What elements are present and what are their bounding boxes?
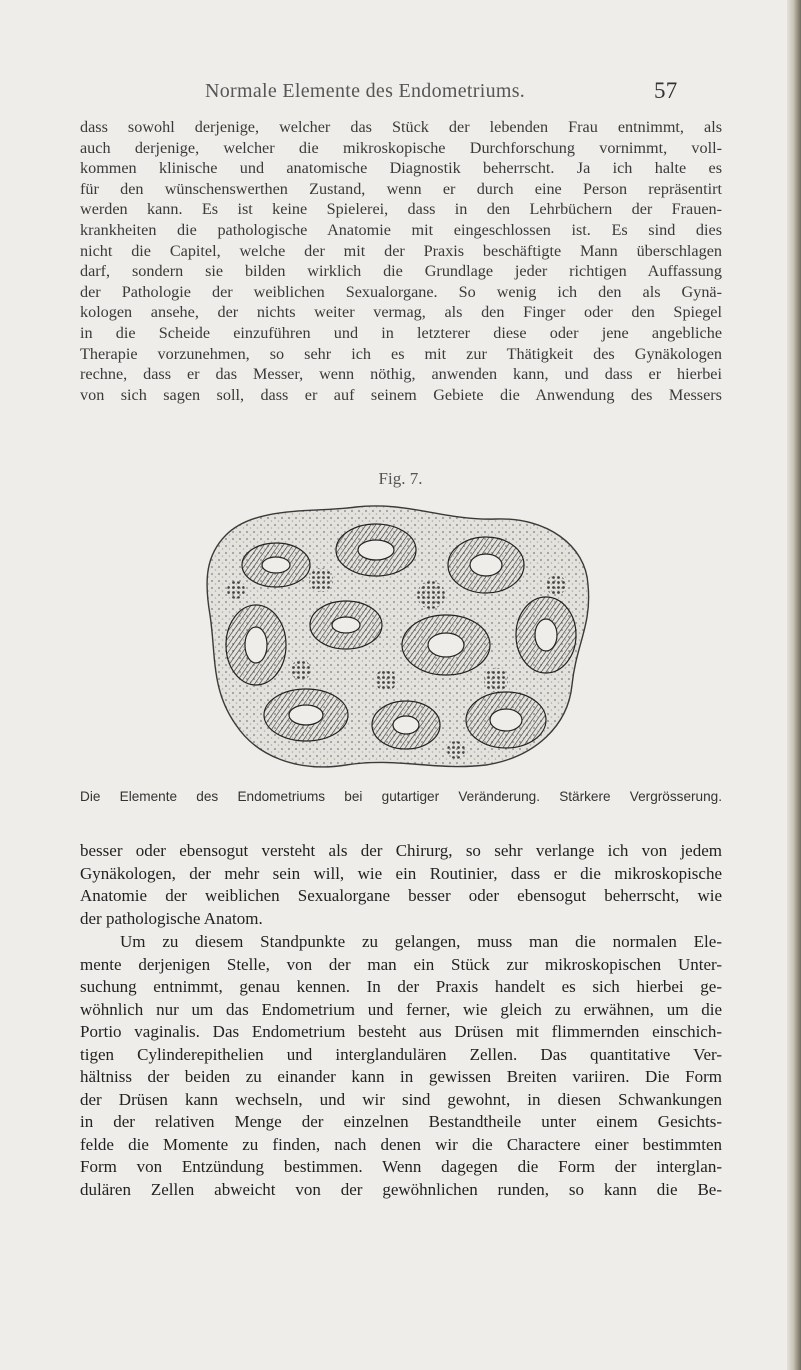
figure-label: Fig. 7. (378, 469, 423, 488)
text-line: Anatomie der weiblichen Sexualorgane besser oder ebensogut beherrscht, wie (80, 886, 722, 905)
text-line: Gynäkologen, der mehr sein will, wie ein Routinier, dass er die mikroskopische (80, 863, 722, 883)
paragraph-1 (80, 117, 722, 405)
text-line: krankheiten die pathologische Anatomie mit eingeschlossen ist. Es sind dies (80, 220, 722, 239)
text-line: wöhnlich nur um das Endometrium und ferner, wie gleich zu erwähnen, um die (80, 999, 722, 1019)
text-line: Um zu diesem Standpunkte zu gelangen, muss man die normalen Ele- (120, 932, 722, 951)
text-line: darf, sondern sie bilden wirklich die Grundlage jeder richtigen Auffassung (80, 262, 722, 281)
running-title: Normale Elemente des Endometriums. (205, 80, 526, 102)
page-edge (787, 0, 801, 1370)
text-line: dulären Zellen abweicht von der gewöhnlichen runden, so kann die Be- (80, 1179, 722, 1199)
text-line: dass sowohl derjenige, welcher das Stück der lebenden Frau entnimmt, als (80, 118, 722, 136)
text-line: in der relativen Menge der einzelnen Bestandtheile unter einem Gesichts- (80, 1112, 722, 1131)
paragraph-3 (80, 931, 722, 1201)
text-line: Therapie vorzunehmen, so sehr ich es mit zur Thätigkeit des Gynäkologen (80, 344, 722, 363)
text-line: kologen ansehe, der nichts weiter vermag, als den Finger oder den Spiegel (80, 303, 722, 322)
text-line: Portio vaginalis. Das Endometrium besteht aus Drüsen mit flimmernden einschich- (80, 1022, 722, 1041)
text-line: der pathologische Anatom. (80, 908, 263, 928)
text-line: auch derjenige, welcher die mikroskopische Durchforschung vornimmt, voll- (80, 138, 722, 157)
text-line: rechne, dass er das Messer, wenn nöthig, anwenden kann, und dass er hierbei (80, 365, 722, 384)
text-line: besser oder ebensogut versteht als der Chirurg, so sehr verlange ich von jedem (80, 841, 722, 860)
running-head (0, 76, 801, 106)
text-line: in die Scheide einzuführen und in letzterer diese oder jene angebliche (80, 323, 722, 342)
paragraph-2 (80, 840, 722, 930)
text-line: felde die Momente zu finden, nach denen wir die Charactere einer bestimmten (80, 1134, 722, 1154)
text-line: der Pathologie der weiblichen Sexualorgane. So wenig ich den als Gynä- (80, 282, 722, 301)
text-line: der Drüsen kann wechseln, und wir sind gewohnt, in diesen Schwankungen (80, 1089, 722, 1109)
text-line: von sich sagen soll, dass er auf seinem Gebiete die Anwendung des Messers (80, 385, 722, 404)
text-line: werden kann. Es ist keine Spielerei, dass in den Lehrbüchern der Frauen- (80, 200, 722, 219)
text-line: für den wünschenswerthen Zustand, wenn er durch eine Person repräsentirt (80, 179, 722, 198)
figure-caption: Die Elemente des Endometriums bei gutartiger Veränderung. Stärkere Vergrösserung. (80, 789, 722, 804)
text-line: mente derjenigen Stelle, von der man ein Stück zur mikroskopischen Unter- (80, 954, 722, 974)
microscopy-illustration (196, 495, 598, 779)
text-line: hältniss der beiden zu einander kann in gewissen Breiten variiren. Die Form (80, 1067, 722, 1086)
text-line: tigen Cylinderepithelien und interglandulären Zellen. Das quantitative Ver- (80, 1044, 722, 1064)
text-line: nicht die Capitel, welche der mit der Praxis beschäftigte Mann überschlagen (80, 241, 722, 260)
text-line: Form von Entzündung bestimmen. Wenn dagegen die Form der interglan- (80, 1157, 722, 1176)
text-line: kommen klinische und anatomische Diagnostik beherrscht. Ja ich halte es (80, 159, 722, 178)
page-number: 57 (654, 78, 678, 103)
text-line: suchung entnimmt, genau kennen. In der Praxis handelt es sich hierbei ge- (80, 977, 722, 996)
